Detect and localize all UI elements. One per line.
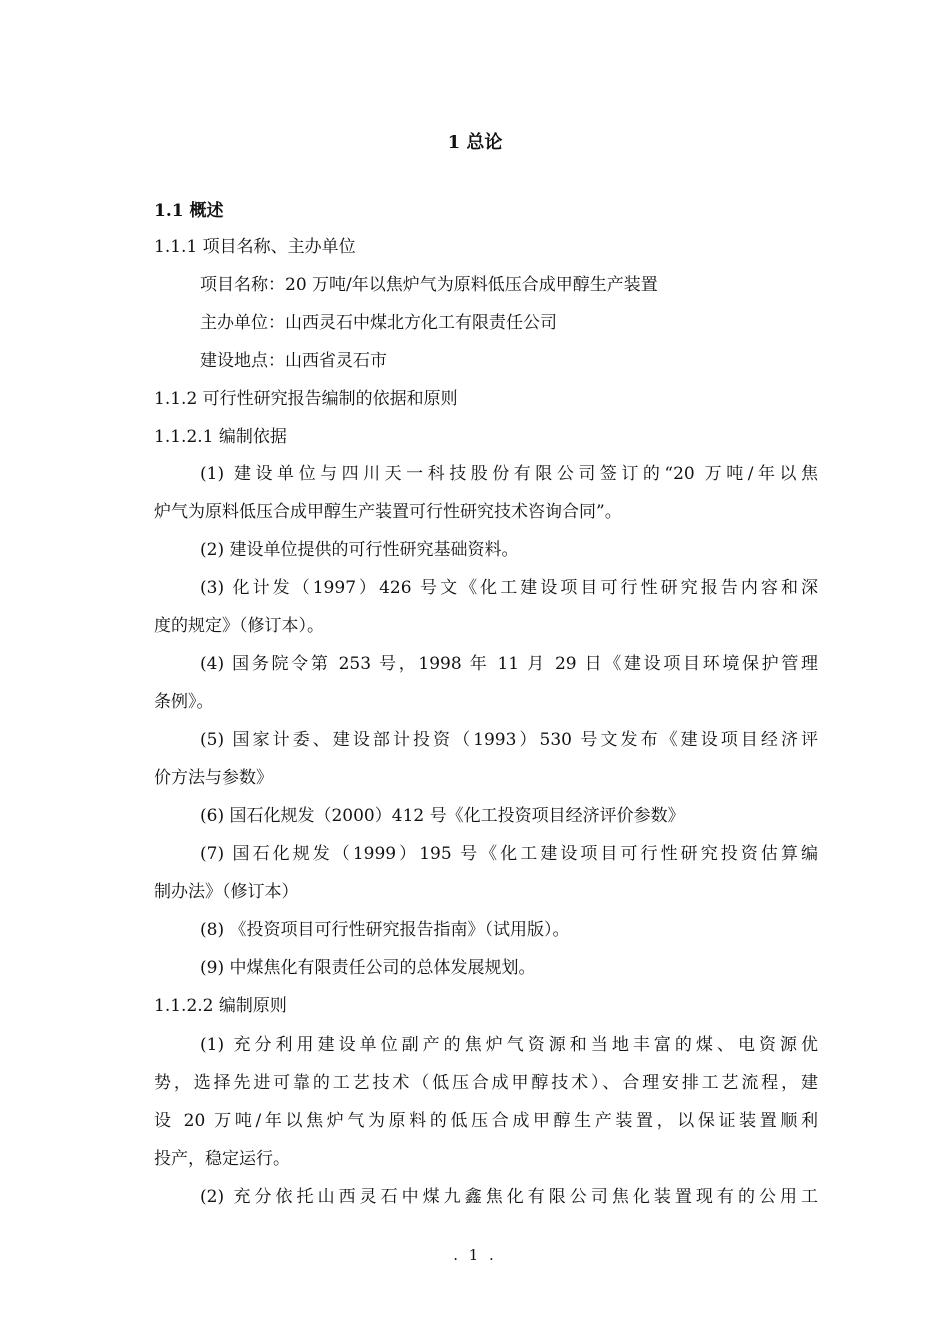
section-heading-1-1-2-2: 1.1.2.2 编制原则 [154, 996, 287, 1016]
basis-item-8: (8) 《投资项目可行性研究报告指南》（试用版）。 [200, 920, 570, 940]
basis-item-4-line-2: 条例》。 [154, 692, 214, 712]
basis-item-5-line-2: 价方法与参数》 [154, 768, 273, 788]
section-heading-1-1-2: 1.1.2 可行性研究报告编制的依据和原则 [154, 389, 458, 409]
principle-item-1-line-4: 投产，稳定运行。 [154, 1149, 290, 1169]
project-name-line: 项目名称：20 万吨/年以焦炉气为原料低压合成甲醇生产装置 [200, 275, 658, 295]
chapter-title: 1 总论 [447, 132, 503, 153]
location-line: 建设地点：山西省灵石市 [200, 351, 387, 371]
basis-item-1-line-2: 炉气为原料低压合成甲醇生产装置可行性研究技术咨询合同”。 [154, 502, 622, 522]
basis-item-6: (6) 国石化规发（2000）412 号《化工投资项目经济评价参数》 [200, 806, 685, 826]
section-heading-1-1-2-1: 1.1.2.1 编制依据 [154, 427, 287, 447]
principle-item-1-line-3: 设 20 万吨/年以焦炉气为原料的低压合成甲醇生产装置，以保证装置顺利 [154, 1111, 818, 1131]
basis-item-9: (9) 中煤焦化有限责任公司的总体发展规划。 [200, 958, 536, 978]
page-number: . 1 . [453, 1246, 497, 1264]
sponsor-line: 主办单位：山西灵石中煤北方化工有限责任公司 [200, 313, 557, 333]
basis-item-4-line-1: (4) 国务院令第 253 号，1998 年 11 月 29 日《建设项目环境保护管理 [200, 654, 818, 674]
section-heading-1-1: 1.1 概述 [154, 201, 224, 221]
section-heading-1-1-1: 1.1.1 项目名称、主办单位 [154, 237, 356, 257]
principle-item-2-line-1: (2) 充分依托山西灵石中煤九鑫焦化有限公司焦化装置现有的公用工 [200, 1187, 818, 1207]
principle-item-1-line-1: (1) 充分利用建设单位副产的焦炉气资源和当地丰富的煤、电资源优 [200, 1035, 818, 1055]
basis-item-3-line-2: 度的规定》（修订本）。 [154, 616, 324, 636]
principle-item-1-line-2: 势，选择先进可靠的工艺技术（低压合成甲醇技术）、合理安排工艺流程，建 [154, 1073, 818, 1093]
basis-item-7-line-1: (7) 国石化规发（1999）195 号《化工建设项目可行性研究投资估算编 [200, 844, 818, 864]
basis-item-3-line-1: (3) 化计发（1997）426 号文《化工建设项目可行性研究报告内容和深 [200, 578, 818, 598]
basis-item-7-line-2: 制办法》（修订本） [154, 882, 299, 902]
basis-item-5-line-1: (5) 国家计委、建设部计投资（1993）530 号文发布《建设项目经济评 [200, 730, 818, 750]
basis-item-1-line-1: (1) 建设单位与四川天一科技股份有限公司签订的“20 万吨/年以焦 [200, 464, 818, 484]
basis-item-2: (2) 建设单位提供的可行性研究基础资料。 [200, 540, 519, 560]
